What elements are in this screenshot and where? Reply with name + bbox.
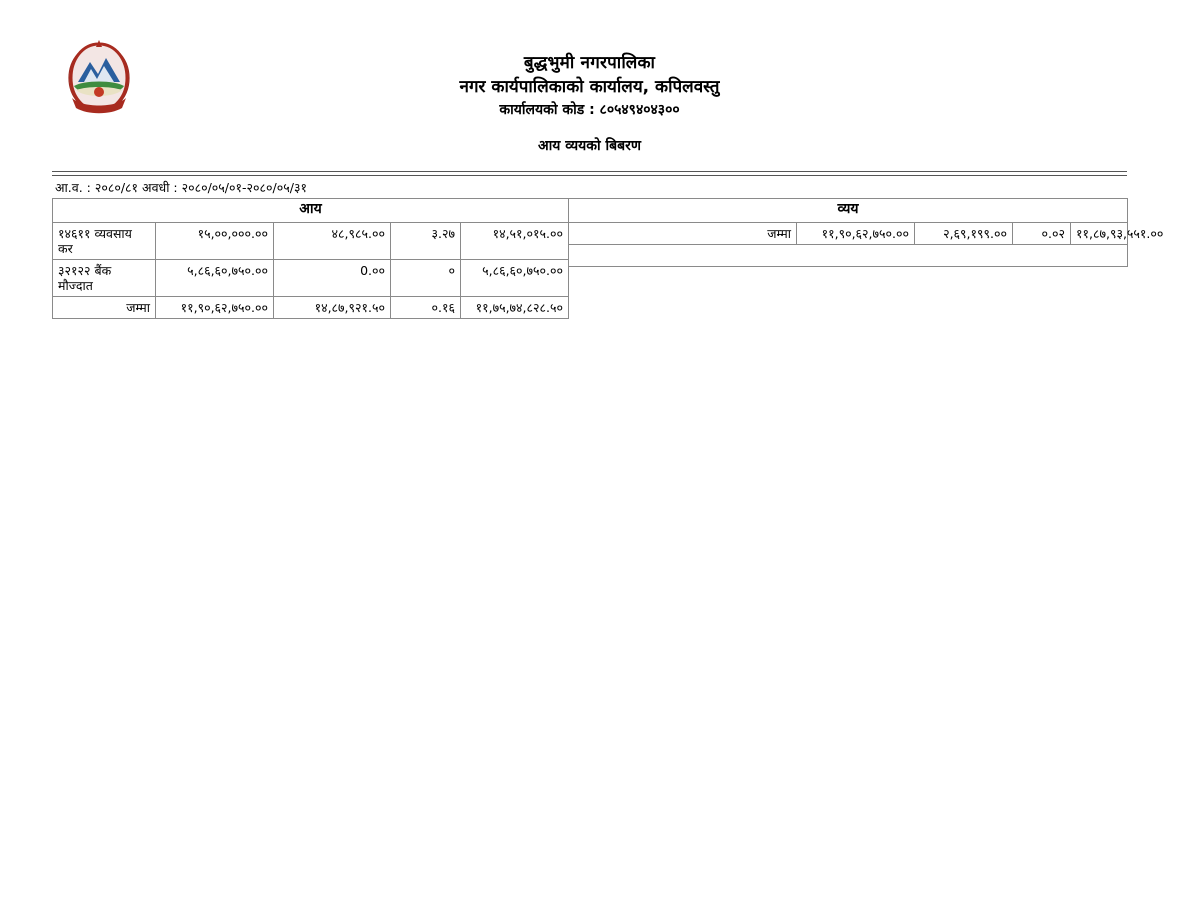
expense-total-budget: ११,९०,६२,७५०.०० [797, 223, 915, 245]
header-divider-bottom [52, 175, 1127, 176]
document-header [52, 30, 1127, 160]
income-row-actual: 0.०० [274, 260, 391, 297]
expense-table [568, 198, 1164, 267]
expense-total-actual: २,६९,१९९.०० [915, 223, 1013, 245]
expense-header-row [569, 199, 1128, 223]
expense-empty-body [569, 245, 1128, 267]
income-table [52, 198, 569, 319]
statement-tables [52, 198, 1164, 319]
income-total-label: जम्मा [53, 297, 156, 319]
income-section-title: आय [53, 199, 569, 223]
income-total-balance: ११,७५,७४,८२८.५० [461, 297, 569, 319]
expense-table-wrapper [568, 198, 1164, 267]
expense-total-balance: ११,८७,९३,५५१.०० [1071, 223, 1128, 245]
income-row-label: ३२१२२ बैंक मौज्दात [53, 260, 156, 297]
income-header-row [53, 199, 569, 223]
income-total-actual: १४,८७,९२१.५० [274, 297, 391, 319]
organization-name: बुद्धभुमी नगरपालिका [523, 53, 656, 73]
fiscal-period-line: आ.व. : २०८०/८१ अवधी : २०८०/०५/०१-२०८०/०५/३१ [55, 180, 307, 195]
expense-empty-cell [569, 245, 1128, 267]
income-row-balance: ५,८६,६०,७५०.०० [461, 260, 569, 297]
income-row-balance: १४,५१,०१५.०० [461, 223, 569, 260]
table-row [53, 260, 569, 297]
income-total-row [53, 297, 569, 319]
office-name: नगर कार्यपालिकाको कार्यालय, कपिलवस्तु [459, 77, 720, 97]
income-row-budget: ५,८६,६०,७५०.०० [156, 260, 274, 297]
income-row-budget: १५,००,०००.०० [156, 223, 274, 260]
expense-section-title: व्यय [569, 199, 1128, 223]
table-row [53, 223, 569, 260]
report-title: आय व्ययको बिबरण [537, 138, 642, 154]
income-table-wrapper [52, 198, 568, 319]
header-text-block [52, 52, 1127, 121]
income-row-percent: ० [391, 260, 461, 297]
expense-total-label: जम्मा [569, 223, 797, 245]
expense-total-percent: ०.०२ [1013, 223, 1071, 245]
income-row-label: १४६११ व्यवसाय कर [53, 223, 156, 260]
header-divider-top [52, 171, 1127, 172]
income-total-percent: ०.१६ [391, 297, 461, 319]
income-total-budget: ११,९०,६२,७५०.०० [156, 297, 274, 319]
expense-total-row [569, 223, 1128, 245]
office-code: कार्यालयको कोड : ८०५४९४०४३०० [499, 102, 680, 118]
income-row-percent: ३.२७ [391, 223, 461, 260]
income-row-actual: ४८,९८५.०० [274, 223, 391, 260]
